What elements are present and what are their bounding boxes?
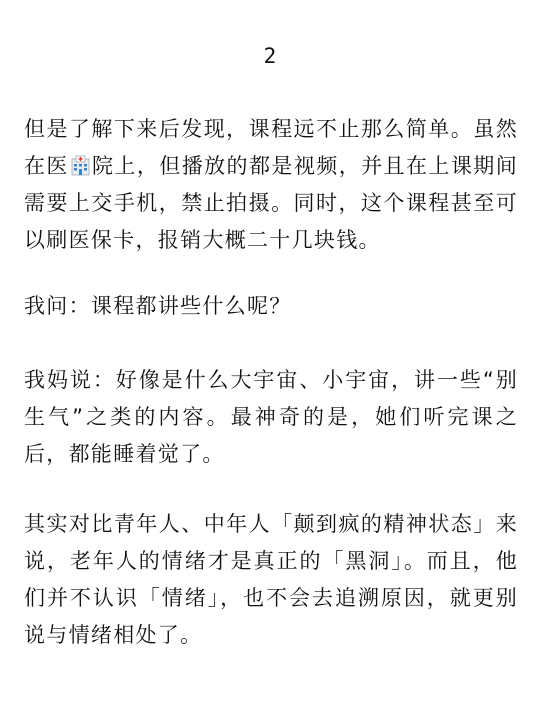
paragraph-4: 其实对比青年人、中年人「颠到疯的精神状态」来说，老年人的情绪才是真正的「黑洞」。而且，他们并不认识「情绪」，也不会去追溯原因，就更别说与情绪相处了。 [24, 512, 518, 647]
paragraph-1 [24, 111, 518, 259]
page-number: 2 [263, 44, 277, 68]
paragraph-1-text-before-icon: 但是了解下来后发现，课程远不止那么简单。虽然在医 [24, 117, 518, 178]
paragraph-2: 我问：课程都讲些什么呢？ [24, 294, 292, 318]
paragraph-3: 我妈说：好像是什么大宇宙、小宇宙，讲一些“别生气”之类的内容。最神奇的是，她们听完课之后，都能睡着觉了。 [24, 368, 518, 466]
hospital-icon [70, 151, 91, 172]
paragraph-1-text-after-icon: 院上，但播放的都是视频，并且在上课期间需要上交手机，禁止拍摄。同时，这个课程甚至可以刷医保卡，报销大概二十几块钱。 [24, 154, 518, 252]
